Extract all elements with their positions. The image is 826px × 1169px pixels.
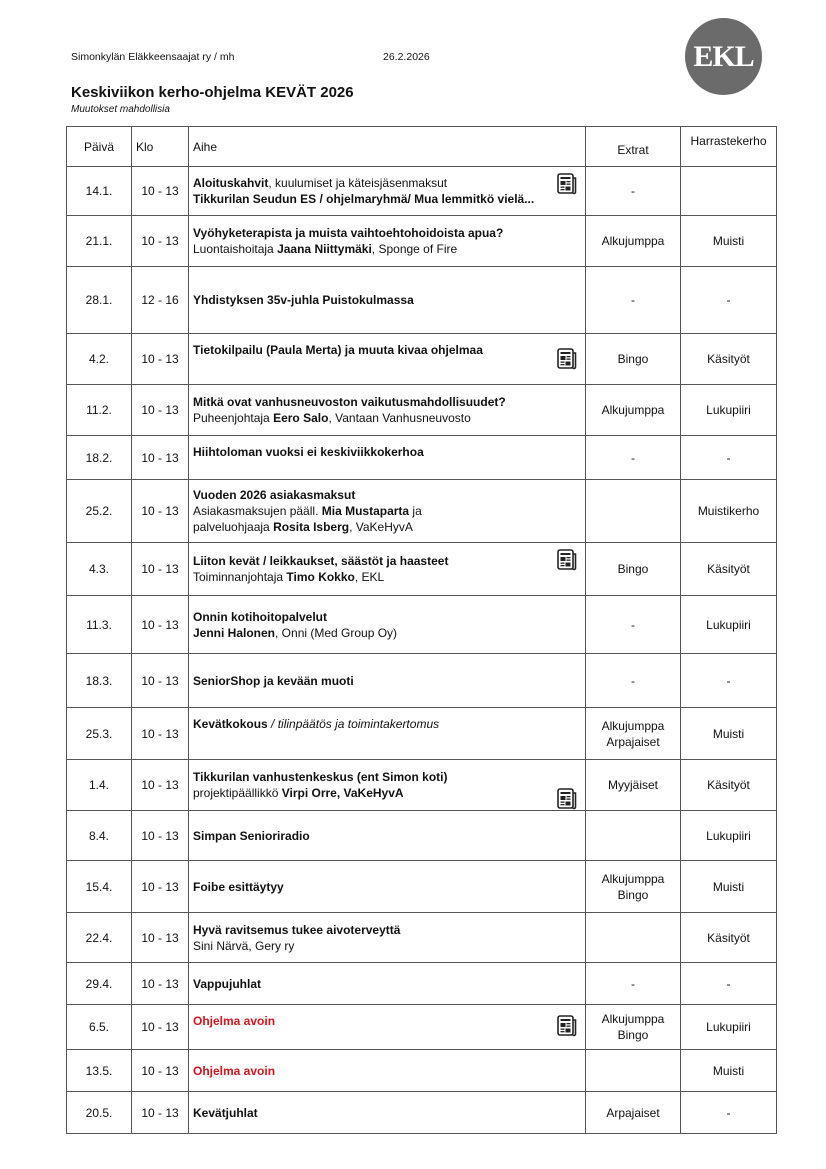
- topic-line: [193, 519, 581, 535]
- topic-text-bold: SeniorShop ja kevään muoti: [193, 674, 354, 688]
- day-cell: 4.2.: [67, 334, 132, 385]
- topic-text-bold: Vuoden 2026 asiakasmaksut: [193, 488, 356, 502]
- topic-line: [193, 569, 581, 585]
- column-header-time: Klo: [132, 127, 189, 167]
- topic-text-bold: Simpan Senioriradio: [193, 829, 310, 843]
- day-cell: 25.3.: [67, 708, 132, 760]
- topic-text: , kuulumiset ja käteisjäsenmaksut: [268, 176, 448, 190]
- day-cell: 29.4.: [67, 963, 132, 1005]
- hobby-club-cell: -: [681, 654, 777, 708]
- hobby-club-cell: -: [681, 267, 777, 334]
- table-row: [67, 334, 777, 385]
- topic-text: ja: [409, 504, 422, 518]
- topic-text-bold: Kevätjuhlat: [193, 1106, 258, 1120]
- day-cell: 14.1.: [67, 167, 132, 216]
- newspaper-icon[interactable]: [557, 549, 577, 571]
- day-cell: 4.3.: [67, 543, 132, 596]
- time-cell: 10 - 13: [132, 385, 189, 436]
- topic-text-bold: Hyvä ravitsemus tukee aivoterveyttä: [193, 923, 401, 937]
- day-cell: 15.4.: [67, 861, 132, 913]
- newspaper-icon[interactable]: [557, 788, 577, 810]
- topic-line: [193, 503, 581, 519]
- topic-line: [193, 410, 581, 426]
- topic-line: [193, 175, 581, 191]
- topic-line: [193, 487, 581, 503]
- topic-text-bold: Mitkä ovat vanhusneuvoston vaikutusmahdollisuudet?: [193, 395, 506, 409]
- extras-cell: [586, 913, 681, 963]
- topic-line: [193, 625, 581, 641]
- extra-item: Arpajaiset: [606, 1105, 660, 1120]
- topic-text: Toiminnanjohtaja: [193, 570, 287, 584]
- table-row: [67, 267, 777, 334]
- topic-cell: [189, 963, 586, 1005]
- time-cell: 10 - 13: [132, 480, 189, 543]
- topic-line: [193, 785, 581, 801]
- time-cell: 10 - 13: [132, 334, 189, 385]
- topic-text-bold: Rosita Isberg: [273, 520, 350, 534]
- topic-line: [193, 938, 581, 954]
- topic-text: , EKL: [354, 570, 385, 584]
- topic-text: Asiakasmaksujen pääll.: [193, 504, 322, 518]
- hobby-club-cell: Muisti: [681, 1050, 777, 1092]
- day-cell: 6.5.: [67, 1005, 132, 1050]
- hobby-club-cell: -: [681, 1092, 777, 1134]
- organization-name: Simonkylän Eläkkeensaajat ry / mh: [71, 51, 235, 63]
- topic-line: [193, 241, 581, 257]
- extra-item: Alkujumppa: [601, 403, 665, 417]
- topic-text-italic: / tilinpäätös ja toimintakertomus: [267, 717, 440, 731]
- topic-line: [193, 828, 581, 844]
- hobby-club-cell: -: [681, 963, 777, 1005]
- topic-line: [193, 922, 581, 938]
- hobby-club-cell: Lukupiiri: [681, 385, 777, 436]
- extra-item: Alkujumppa: [601, 234, 665, 248]
- day-cell: 18.3.: [67, 654, 132, 708]
- table-row: [67, 963, 777, 1005]
- column-header-hobby-club: Harrastekerho: [681, 127, 777, 167]
- topic-text-bold: Tietokilpailu (Paula Merta) ja muuta kivaa ohjelmaa: [193, 343, 483, 357]
- topic-text-bold: Yhdistyksen 35v-juhla Puistokulmassa: [193, 293, 414, 307]
- extra-item: Alkujumppa: [601, 1012, 665, 1026]
- topic-text: , Onni (Med Group Oy): [275, 626, 398, 640]
- extra-item: Bingo: [617, 352, 649, 366]
- topic-cell: [189, 267, 586, 334]
- extra-item: -: [631, 184, 635, 198]
- topic-line: [193, 879, 581, 895]
- newspaper-icon[interactable]: [557, 173, 577, 195]
- topic-line: [193, 342, 581, 358]
- day-cell: 8.4.: [67, 811, 132, 861]
- topic-text-bold: Jenni Halonen: [193, 626, 276, 640]
- day-cell: 11.2.: [67, 385, 132, 436]
- extra-item: Bingo: [617, 1028, 649, 1042]
- table-row: [67, 1050, 777, 1092]
- topic-cell: [189, 216, 586, 267]
- topic-text: Luontaishoitaja: [193, 242, 278, 256]
- table-row: [67, 1092, 777, 1134]
- time-cell: 10 - 13: [132, 963, 189, 1005]
- time-cell: 10 - 13: [132, 216, 189, 267]
- topic-cell: [189, 811, 586, 861]
- topic-line: [193, 769, 581, 785]
- topic-text-bold: Vappujuhlat: [193, 977, 262, 991]
- topic-text-bold: Mia Mustaparta: [321, 504, 410, 518]
- extras-cell: [586, 596, 681, 654]
- table-row: [67, 913, 777, 963]
- topic-line: [193, 191, 581, 207]
- topic-line: [193, 292, 581, 308]
- document-date: 26.2.2026: [383, 51, 430, 63]
- table-row: [67, 861, 777, 913]
- topic-line: [193, 225, 581, 241]
- table-row: [67, 216, 777, 267]
- table-row: [67, 385, 777, 436]
- extra-item: -: [631, 976, 635, 991]
- topic-cell: [189, 480, 586, 543]
- time-cell: 10 - 13: [132, 861, 189, 913]
- topic-line: [193, 1013, 581, 1029]
- time-cell: 10 - 13: [132, 1050, 189, 1092]
- extra-item: -: [631, 293, 635, 307]
- table-row: [67, 1005, 777, 1050]
- topic-text-bold: Virpi Orre, VaKeHyvA: [281, 786, 404, 800]
- extra-item: Bingo: [617, 887, 649, 902]
- time-cell: 10 - 13: [132, 654, 189, 708]
- topic-cell: [189, 334, 586, 385]
- extra-item: Alkujumppa: [601, 871, 665, 886]
- extra-item: Bingo: [617, 562, 649, 576]
- time-cell: 10 - 13: [132, 760, 189, 811]
- extras-cell: [586, 216, 681, 267]
- extras-cell: [586, 385, 681, 436]
- hobby-club-cell: Käsityöt: [681, 760, 777, 811]
- hobby-club-cell: Muisti: [681, 708, 777, 760]
- newspaper-icon[interactable]: [557, 1015, 577, 1037]
- topic-cell: [189, 861, 586, 913]
- topic-text: projektipäällikkö: [193, 786, 282, 800]
- hobby-club-cell: Muistikerho: [681, 480, 777, 543]
- topic-text-bold: Eero Salo: [273, 411, 329, 425]
- extras-cell: [586, 480, 681, 543]
- topic-text-bold: Tikkurilan Seudun ES / ohjelmaryhmä/ Mua lemmitkö vielä...: [193, 192, 535, 206]
- extra-item: -: [631, 450, 635, 465]
- table-row: [67, 167, 777, 216]
- table-row: [67, 543, 777, 596]
- time-cell: 10 - 13: [132, 543, 189, 596]
- time-cell: 12 - 16: [132, 267, 189, 334]
- topic-line: [193, 1105, 581, 1121]
- time-cell: 10 - 13: [132, 436, 189, 480]
- extras-cell: [586, 963, 681, 1005]
- topic-text-bold: Kevätkokous: [193, 717, 268, 731]
- extras-cell: [586, 543, 681, 596]
- table-header-row: [67, 127, 777, 167]
- topic-text: , Sponge of Fire: [371, 242, 458, 256]
- topic-cell: [189, 385, 586, 436]
- extras-cell: [586, 1005, 681, 1050]
- table-row: [67, 596, 777, 654]
- topic-text-bold: Vyöhyketerapista ja muista vaihtoehtohoidoista apua?: [193, 226, 504, 240]
- topic-text-bold: Jaana Niittymäki: [277, 242, 372, 256]
- topic-text: , VaKeHyvA: [349, 520, 413, 534]
- table-row: [67, 480, 777, 543]
- extras-cell: [586, 1050, 681, 1092]
- extras-cell: [586, 654, 681, 708]
- topic-text-bold: Hiihtoloman vuoksi ei keskiviikkokerhoa: [193, 445, 424, 459]
- topic-text: Sini Närvä, Gery ry: [193, 939, 295, 953]
- extras-cell: [586, 267, 681, 334]
- topic-cell: [189, 436, 586, 480]
- extras-cell: [586, 436, 681, 480]
- topic-cell: [189, 596, 586, 654]
- page-subtitle: Muutokset mahdollisia: [71, 104, 170, 115]
- hobby-club-cell: [681, 167, 777, 216]
- hobby-club-cell: Muisti: [681, 216, 777, 267]
- column-header-topic: Aihe: [189, 127, 586, 167]
- topic-line: [193, 1063, 581, 1079]
- hobby-club-cell: Käsityöt: [681, 913, 777, 963]
- topic-line: [193, 716, 581, 732]
- newspaper-icon[interactable]: [557, 348, 577, 370]
- topic-text: , Vantaan Vanhusneuvosto: [328, 411, 471, 425]
- topic-cell: [189, 1005, 586, 1050]
- day-cell: 22.4.: [67, 913, 132, 963]
- extras-cell: [586, 167, 681, 216]
- day-cell: 21.1.: [67, 216, 132, 267]
- table-row: [67, 654, 777, 708]
- hobby-club-cell: Lukupiiri: [681, 596, 777, 654]
- extra-item: -: [631, 617, 635, 632]
- topic-line: [193, 394, 581, 410]
- extras-cell: [586, 760, 681, 811]
- topic-cell: [189, 708, 586, 760]
- day-cell: 28.1.: [67, 267, 132, 334]
- topic-cell: [189, 543, 586, 596]
- ekl-logo: EKL: [685, 18, 762, 95]
- table-row: [67, 811, 777, 861]
- topic-cell: [189, 913, 586, 963]
- day-cell: 18.2.: [67, 436, 132, 480]
- extra-item: Arpajaiset: [606, 734, 660, 749]
- table-row: [67, 760, 777, 811]
- extras-cell: [586, 811, 681, 861]
- table-row: [67, 708, 777, 760]
- time-cell: 10 - 13: [132, 1092, 189, 1134]
- day-cell: 13.5.: [67, 1050, 132, 1092]
- topic-line: [193, 609, 581, 625]
- extra-item: Alkujumppa: [601, 718, 665, 733]
- topic-cell: [189, 1050, 586, 1092]
- topic-text-bold: Tikkurilan vanhustenkeskus (ent Simon koti): [193, 770, 448, 784]
- time-cell: 10 - 13: [132, 708, 189, 760]
- topic-cell: [189, 1092, 586, 1134]
- extras-cell: [586, 708, 681, 760]
- extras-cell: [586, 334, 681, 385]
- topic-text-bold: Timo Kokko: [286, 570, 355, 584]
- day-cell: 20.5.: [67, 1092, 132, 1134]
- topic-text-highlight: Ohjelma avoin: [193, 1014, 276, 1028]
- topic-line: [193, 444, 581, 460]
- program-table: [66, 126, 777, 1134]
- topic-text: palveluohjaaja: [193, 520, 274, 534]
- topic-text: Puheenjohtaja: [193, 411, 274, 425]
- time-cell: 10 - 13: [132, 1005, 189, 1050]
- hobby-club-cell: Käsityöt: [681, 543, 777, 596]
- hobby-club-cell: Käsityöt: [681, 334, 777, 385]
- topic-cell: [189, 760, 586, 811]
- table-row: [67, 436, 777, 480]
- column-header-day: Päivä: [67, 127, 132, 167]
- time-cell: 10 - 13: [132, 167, 189, 216]
- topic-text-bold: Foibe esittäytyy: [193, 880, 284, 894]
- topic-line: [193, 553, 581, 569]
- extra-item: Myyjäiset: [607, 778, 658, 792]
- topic-line: [193, 976, 581, 992]
- time-cell: 10 - 13: [132, 811, 189, 861]
- extras-cell: [586, 1092, 681, 1134]
- hobby-club-cell: Lukupiiri: [681, 1005, 777, 1050]
- page-title: Keskiviikon kerho-ohjelma KEVÄT 2026: [71, 84, 354, 101]
- day-cell: 25.2.: [67, 480, 132, 543]
- topic-cell: [189, 167, 586, 216]
- topic-text-highlight: Ohjelma avoin: [193, 1064, 276, 1078]
- topic-line: [193, 673, 581, 689]
- hobby-club-cell: Muisti: [681, 861, 777, 913]
- hobby-club-cell: -: [681, 436, 777, 480]
- time-cell: 10 - 13: [132, 913, 189, 963]
- topic-text-bold: Onnin kotihoitopalvelut: [193, 610, 327, 624]
- topic-cell: [189, 654, 586, 708]
- extra-item: -: [631, 673, 635, 688]
- extras-cell: [586, 861, 681, 913]
- day-cell: 11.3.: [67, 596, 132, 654]
- day-cell: 1.4.: [67, 760, 132, 811]
- time-cell: 10 - 13: [132, 596, 189, 654]
- hobby-club-cell: Lukupiiri: [681, 811, 777, 861]
- topic-text-bold: Liiton kevät / leikkaukset, säästöt ja haasteet: [193, 554, 449, 568]
- topic-text-bold: Aloituskahvit: [193, 176, 269, 190]
- column-header-extras: Extrat: [586, 127, 681, 167]
